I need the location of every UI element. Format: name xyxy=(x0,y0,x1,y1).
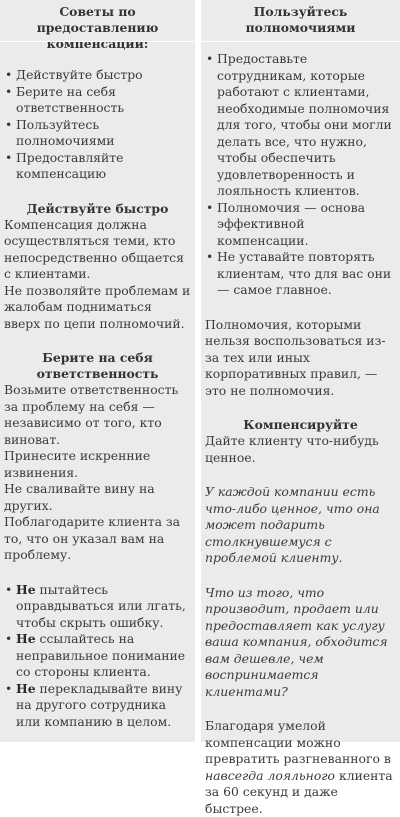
responsibility-paragraph: Возьмите ответственность за проблему на себя — независимо от того, кто виноват. xyxy=(4,382,179,447)
responsibility-heading: Берите на себя ответственность xyxy=(36,350,159,381)
left-column xyxy=(0,0,195,742)
header-divider xyxy=(201,41,400,42)
dont-item: • Не пытайтесь оправдываться или лгать, чтобы скрыть ошибку. xyxy=(4,582,191,632)
act-fast-paragraph: Компенсация должна осуществляться теми, кто непосредственно общается с клиентами. xyxy=(4,216,184,281)
compensate-italic: У каждой компании есть что-либо ценное, что она может подарить столкнувшемуся с проблемой клиенту. xyxy=(205,484,380,565)
authority-point: • Предоставьте сотрудникам, которые работают с клиентами, необходимые полномочия для того, чтобы они могли делать все, что нужно, чтобы обеспечить удовлетворенность и лояльность клиентов. xyxy=(205,51,396,200)
authority-note: Полномочия, которыми нельзя воспользоваться из-за тех или иных корпоративных правил, — это не полномочия. xyxy=(205,316,386,398)
authority-point: • Не уставайте повторять клиентам, что для вас они — самое главное. xyxy=(205,249,396,299)
tip-item: • Пользуйтесь полномочиями xyxy=(4,117,191,150)
tip-item: • Действуйте быстро xyxy=(4,67,191,84)
tip-item: • Предоставляйте компенсацию xyxy=(4,150,191,183)
compensate-paragraph: Дайте клиенту что-нибудь ценное. xyxy=(205,433,379,465)
dont-item: • Не ссылайтесь на неправильное понимание со стороны клиента. xyxy=(4,631,191,681)
right-header: Пользуйтесь полномочиями xyxy=(245,4,356,35)
act-fast-heading: Действуйте быстро xyxy=(26,200,169,216)
right-column xyxy=(201,0,400,816)
compensate-final: Благодаря умелой компенсации можно превратить разгневанного в навсегда лояльного клиента за 60 секунд и даже быстрее. xyxy=(205,718,393,816)
responsibility-paragraph: Поблагодарите клиента за то, что он указал вам на проблему. xyxy=(4,514,181,562)
left-header: Советы по предоставлению компенсации: xyxy=(36,4,159,51)
dont-item: • Не перекладывайте вину на другого сотрудника или компанию в целом. xyxy=(4,681,191,731)
tip-item: • Берите на себя ответственность xyxy=(4,84,191,117)
header-divider xyxy=(0,41,195,42)
authority-points xyxy=(205,51,396,299)
responsibility-paragraph: Принесите искренние извинения. xyxy=(4,448,151,480)
donts-list xyxy=(4,582,191,731)
act-fast-paragraph: Не позволяйте проблемам и жалобам подниматься вверх по цепи полномочий. xyxy=(4,282,191,331)
responsibility-paragraph: Не сваливайте вину на других. xyxy=(4,481,155,513)
tips-list xyxy=(4,67,191,183)
authority-point: • Полномочия — основа эффективной компенсации. xyxy=(205,200,396,250)
compensate-heading: Компенсируйте xyxy=(243,417,358,432)
compensate-italic: Что из того, что производит, продает или предоставляет как услугу ваша компания, обходится вам дешевле, чем воспринимается клиентами? xyxy=(205,584,388,699)
